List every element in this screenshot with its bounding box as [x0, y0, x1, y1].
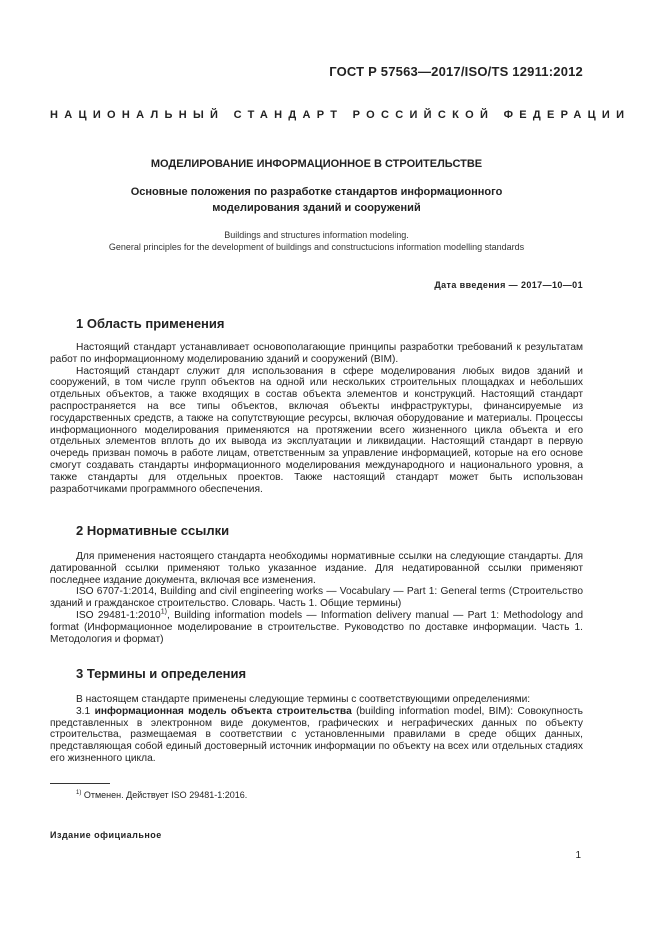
- section-1-heading: 1 Область применения: [76, 316, 225, 331]
- footnote-ref: 1): [160, 608, 167, 616]
- footnote-mark: 1): [76, 790, 82, 796]
- section-3-body: [50, 694, 583, 765]
- english-title-line: General principles for the development of buildings and constructucions information modelling standards: [108, 242, 525, 252]
- english-title-line: Buildings and structures information modeling.: [224, 230, 409, 240]
- reference-title: , Building information models — Information delivery manual — Part 1: Methodology and format (Информационное моделирование в строительстве. Руководство по доставке информации. Часть 1. Методология и формат): [50, 609, 583, 645]
- english-title: [60, 229, 573, 253]
- section-3-heading: 3 Термины и определения: [76, 666, 247, 681]
- reference-code: ISO 29481-1:2010: [76, 609, 161, 621]
- section-2-heading: 2 Нормативные ссылки: [76, 523, 230, 538]
- subtitle-line: Основные положения по разработке стандартов информационного: [130, 186, 503, 198]
- official-edition-label: Издание официальное: [50, 830, 162, 840]
- paragraph: Настоящий стандарт устанавливает основополагающие принципы разработки требований к результатам работ по информационному моделированию зданий и сооружений (BIM).: [50, 342, 583, 365]
- footnote-divider: [50, 783, 110, 784]
- section-1-body: [50, 342, 583, 495]
- standard-designation: ГОСТ Р 57563—2017/ISO/TS 12911:2012: [329, 64, 583, 79]
- paragraph: Настоящий стандарт служит для использования в сфере моделирования любых видов зданий и сооружений, в том числе групп объектов на одной или нескольких строительных площадках и небольших отдельных объектов, а также входящих в состав объекта элементов и конструкций. Настоящий стандарт распространяется на все типы объектов, включая объекты инфраструктуры, финансируемые из государственных средств, а также на сопутствующие ресурсы, включая оборудование и материалы. Процессы информационного моделирования применяются на протяжении всего жизненного цикла объекта и его отдельных элементов вплоть до их вывода из эксплуатации и ликвидации. Настоящий стандарт в первую очередь призван помочь в работе лицам, ответственным за управление информацией, которые на его основе смогут создавать стандарты информационного моделирования международного и национального уровня, а также стандарты для отдельных проектов. Также настоящий стандарт может быть использован разработчиками программного обеспечения.: [50, 365, 583, 495]
- section-2-body: [50, 551, 583, 645]
- term-name: информационная модель объекта строительства: [94, 705, 352, 717]
- page-number: 1: [575, 850, 581, 861]
- document-title: МОДЕЛИРОВАНИЕ ИНФОРМАЦИОННОЕ В СТРОИТЕЛЬСТВЕ: [150, 158, 483, 170]
- reference-iso-6707: ISO 6707-1:2014, Building and civil engineering works — Vocabulary — Part 1: General terms (Строительство зданий и гражданское строительство. Словарь. Часть 1. Общие термины): [50, 586, 583, 610]
- introduction-date: Дата введения — 2017—10—01: [434, 280, 583, 290]
- subtitle-line: моделирования зданий и сооружений: [212, 202, 421, 214]
- reference-iso-29481: [50, 610, 583, 645]
- paragraph: В настоящем стандарте применены следующие термины с соответствующими определениями:: [76, 694, 531, 705]
- document-subtitle: [110, 184, 523, 216]
- footnote: [76, 790, 247, 800]
- footnote-text: Отменен. Действует ISO 29481-1:2016.: [83, 790, 248, 800]
- paragraph: Для применения настоящего стандарта необходимы нормативные ссылки на следующие стандарты. Для датированной ссылки применяют только указанное издание. Для недатированной ссылки применяют последнее издание документа, включая все изменения.: [50, 551, 583, 586]
- national-standard-heading: НАЦИОНАЛЬНЫЙ СТАНДАРТ РОССИЙСКОЙ ФЕДЕРАЦИИ: [50, 109, 631, 121]
- term-number: 3.1: [76, 705, 91, 717]
- term-text: (building information model, BIM): Совокупность представленных в электронном виде документов, графических и неграфических данных по объекту строительства, размещаемая в соответствии с установленными правилами в среде общих данных, представляющая собой единый достоверный источник информации по объекту на всех или отдельных стадиях его жизненного цикла.: [50, 705, 583, 764]
- term-definition: [50, 706, 583, 765]
